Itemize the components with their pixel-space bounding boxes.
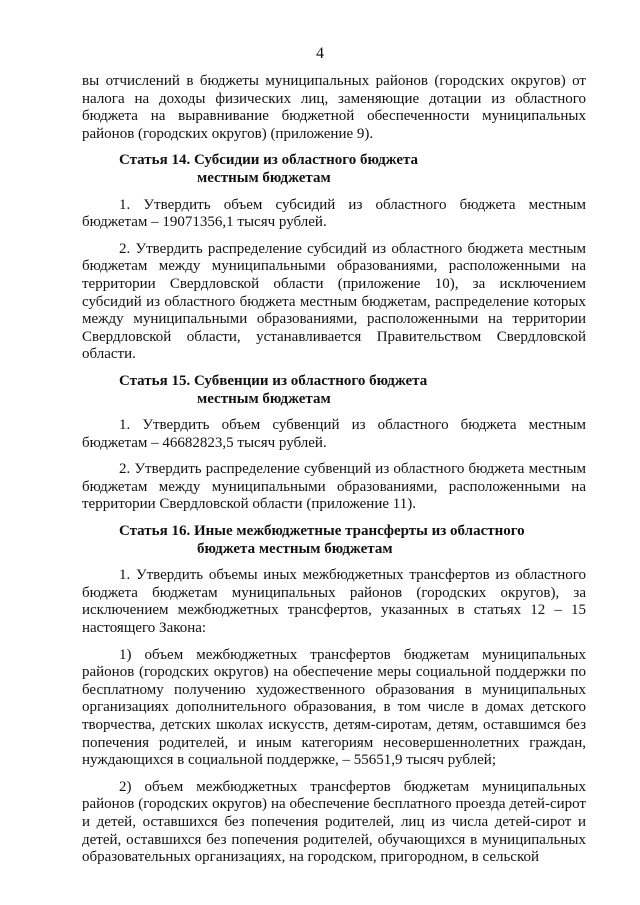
article-16-title: Статья 16. Иные межбюджетные трансферты из областного [119, 523, 525, 540]
page-number: 4 [316, 45, 324, 62]
document-body [82, 73, 586, 867]
article-16-item-1: 1) объем межбюджетных трансфертов бюджетам муниципальных районов (городских округов) на обеспечение меры социальной поддержки по бесплатному получению художественного образования в муниципальных организациях дополнительного образования, в том числе в домах детского творчества, детских школах искусств, детям-сиротам, детям, оставшимся без попечения родителей, и иным категориям несовершеннолетних граждан, нуждающихся в социальной поддержке, – 55651,9 тысяч рублей; [82, 646, 586, 769]
article-14-paragraph-1: 1. Утвердить объем субсидий из областного бюджета местным бюджетам – 19071356,1 тысяч рублей. [82, 196, 586, 231]
article-16-item-2: 2) объем межбюджетных трансфертов бюджетам муниципальных районов (городских округов) на обеспечение бесплатного проезда детей-сирот и детей, оставшихся без попечения родителей, лиц из числа детей-сирот и детей, оставшихся без попечения родителей, обучающихся в муниципальных образовательных организациях, на городском, пригородном, в сельской [82, 778, 586, 866]
article-14-paragraph-2: 2. Утвердить распределение субсидий из областного бюджета местным бюджетам между муниципальными образованиями, расположенными на территории Свердловской области (приложение 10), за исключением субсидий из областного бюджета местным бюджетам, распределение которых между муниципальными образованиями, расположенными на территории Свердловской области, устанавливается Правительством Свердловской области. [82, 240, 586, 363]
article-16-heading [82, 523, 586, 558]
article-15-paragraph-1: 1. Утвердить объем субвенций из областного бюджета местным бюджетам – 46682823,5 тысяч рублей. [82, 417, 586, 451]
article-16-paragraph-1: 1. Утвердить объемы иных межбюджетных трансфертов из областного бюджета бюджетам муниципальных районов (городских округов), за исключением межбюджетных трансфертов, указанных в статьях 12 – 15 настоящего Закона: [82, 567, 586, 637]
article-16-title-cont: бюджета местным бюджетам [197, 540, 393, 557]
article-14-title: Статья 14. Субсидии из областного бюджета [119, 152, 419, 169]
article-15-heading [82, 373, 586, 408]
article-14-title-cont: местным бюджетам [197, 169, 331, 186]
paragraph-continuation: вы отчислений в бюджеты муниципальных районов (городских округов) от налога на доходы физических лиц, заменяющие дотации из областного бюджета на выравнивание бюджетной обеспеченности муниципальных районов (городских округов) (приложение 9). [82, 73, 586, 142]
article-15-paragraph-2: 2. Утвердить распределение субвенций из областного бюджета местным бюджетам между муниципальными образованиями, расположенными на территории Свердловской области (приложение 11). [82, 461, 586, 513]
article-14-heading [82, 152, 586, 187]
article-15-title: Статья 15. Субвенции из областного бюджета [119, 372, 428, 389]
article-15-title-cont: местным бюджетам [197, 390, 331, 407]
